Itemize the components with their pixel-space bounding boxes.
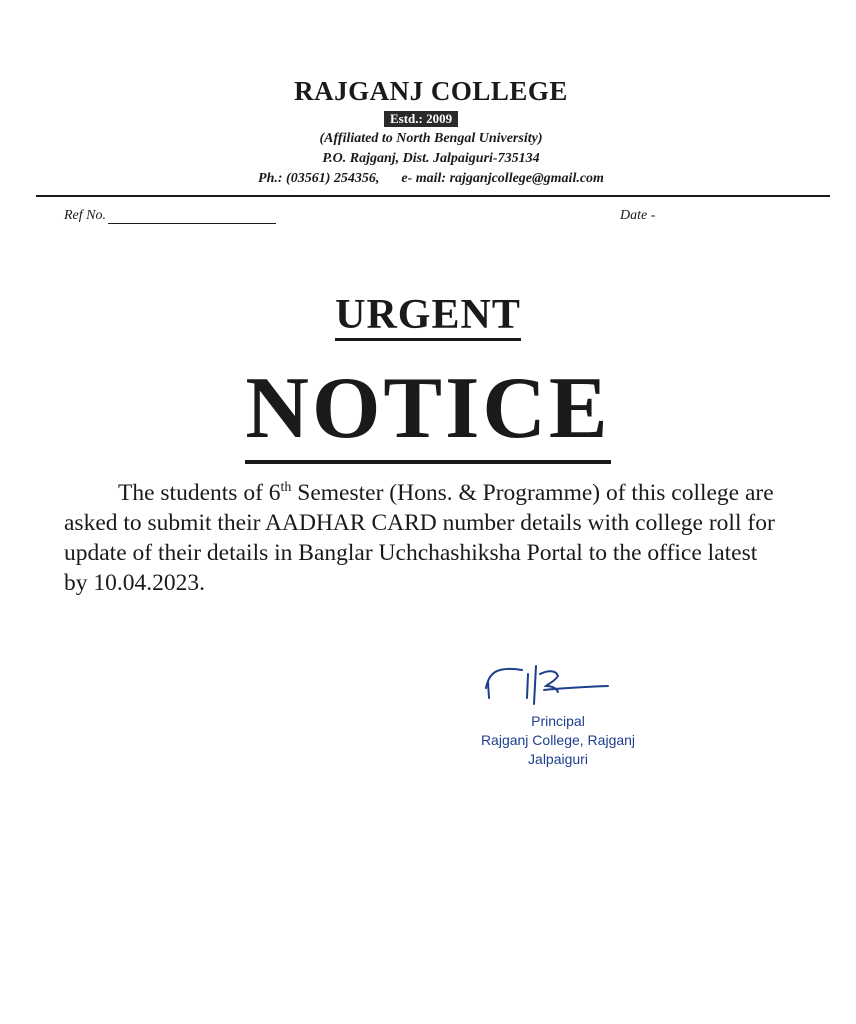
- address-line: P.O. Rajganj, Dist. Jalpaiguri-735134: [322, 151, 540, 166]
- body-part-1: The students of 6: [118, 480, 281, 506]
- ref-number-field: [64, 208, 276, 224]
- notice-text: NOTICE: [245, 358, 610, 464]
- notice-body: [64, 478, 784, 598]
- date-label: Date -: [620, 208, 656, 223]
- header-divider: [36, 195, 830, 197]
- principal-stamp: [458, 712, 658, 769]
- stamp-line-1: Principal: [531, 713, 585, 729]
- ref-label: Ref No.: [64, 208, 106, 223]
- contact-line: [0, 170, 856, 188]
- affiliation-line: (Affiliated to North Bengal University): [319, 131, 543, 146]
- body-part-2: Semester (Hons. & Programme) of this college are asked to submit their AADHAR CARD number details with college roll for update of their details in Banglar Uchchashiksha Portal to the office latest by 10.04.2023.: [64, 480, 775, 596]
- notice-heading: [0, 358, 856, 464]
- phone-text: Ph.: (03561) 254356,: [258, 171, 380, 186]
- college-name: RAJGANJ COLLEGE: [294, 76, 568, 106]
- stamp-line-3: Jalpaiguri: [528, 751, 588, 767]
- principal-signature: [478, 660, 618, 710]
- urgent-heading: [0, 290, 856, 340]
- body-superscript: th: [280, 480, 292, 495]
- established-badge: Estd.: 2009: [384, 111, 458, 127]
- urgent-text: URGENT: [335, 292, 521, 341]
- ref-blank-line: [108, 208, 276, 224]
- email-text: e- mail: rajganjcollege@gmail.com: [401, 171, 604, 186]
- stamp-line-2: Rajganj College, Rajganj: [480, 732, 636, 748]
